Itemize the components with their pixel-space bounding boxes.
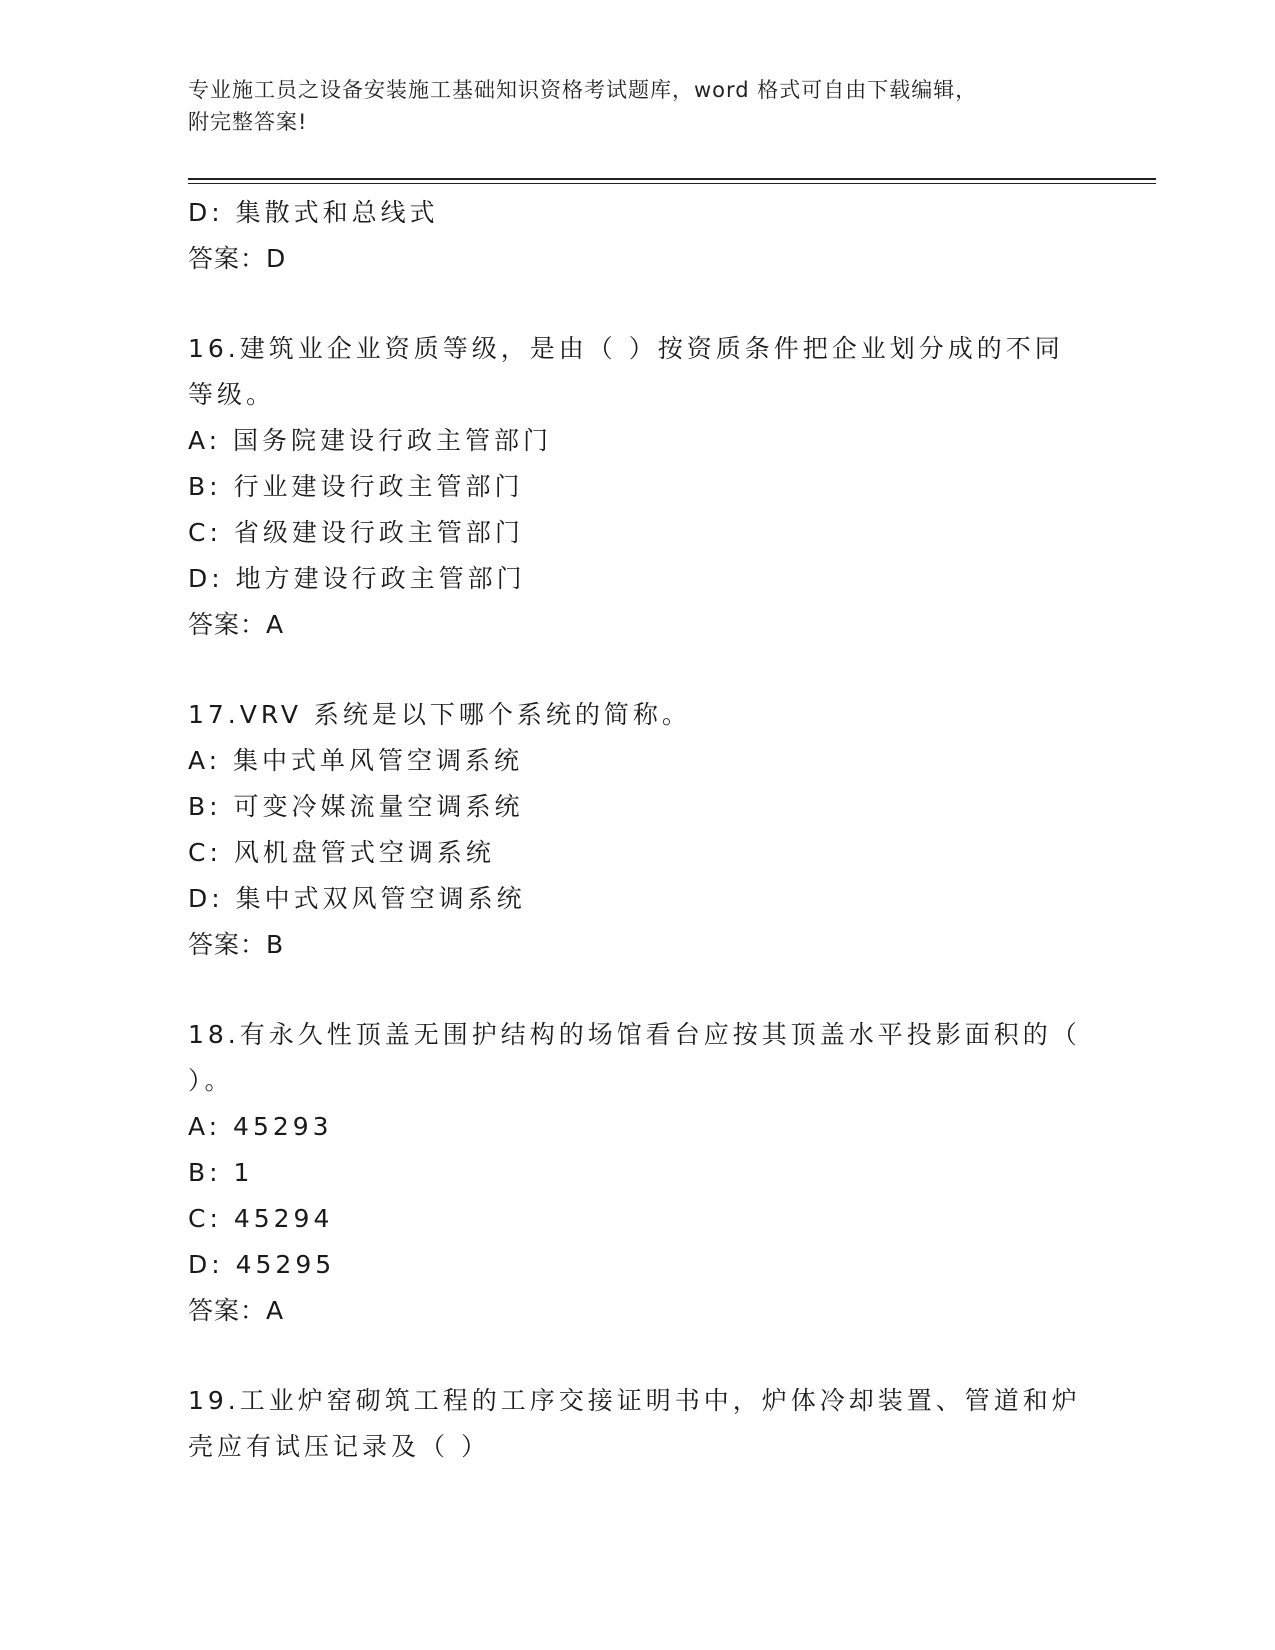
question-18 [188, 1012, 1088, 1334]
option-c: C: 45294 [188, 1204, 334, 1233]
answer-line: 答案：B [188, 930, 285, 959]
question-stem-line-2: ）。 [188, 1066, 234, 1095]
header-line-2: 附完整答案! [188, 110, 308, 134]
question-stem-line-2: 壳应有试压记录及（ ） [188, 1432, 490, 1461]
page-header [188, 74, 1068, 138]
option-d: D: 集散式和总线式 [188, 198, 439, 227]
option-c: C: 省级建设行政主管部门 [188, 518, 524, 547]
answer-line: 答案：A [188, 1296, 285, 1325]
option-a: A: 45293 [188, 1112, 333, 1141]
question-stem-line-1: 17.VRV 系统是以下哪个系统的简称。 [188, 700, 691, 729]
question-stem-line-1: 16.建筑业企业资质等级，是由（ ）按资质条件把企业划分成的不同 [188, 334, 1064, 363]
answer-line: 答案：A [188, 610, 285, 639]
previous-question-tail [188, 190, 1088, 282]
header-line-1: 专业施工员之设备安装施工基础知识资格考试题库，word 格式可自由下载编辑， [188, 78, 978, 102]
question-stem-line-1: 18.有永久性顶盖无围护结构的场馆看台应按其顶盖水平投影面积的（ [188, 1020, 1081, 1049]
spacer [188, 1334, 1088, 1378]
header-divider-thick [188, 178, 1156, 180]
option-d: D: 地方建设行政主管部门 [188, 564, 526, 593]
answer-line: 答案：D [188, 244, 287, 273]
option-b: B: 1 [188, 1158, 254, 1187]
question-17 [188, 692, 1088, 968]
option-a: A: 集中式单风管空调系统 [188, 746, 524, 775]
question-19 [188, 1378, 1088, 1470]
option-d: D: 集中式双风管空调系统 [188, 884, 526, 913]
spacer [188, 648, 1088, 692]
option-b: B: 可变冷媒流量空调系统 [188, 792, 524, 821]
option-d: D: 45295 [188, 1250, 336, 1279]
question-16 [188, 326, 1088, 648]
option-a: A: 国务院建设行政主管部门 [188, 426, 553, 455]
spacer [188, 968, 1088, 1012]
header-divider-thin [188, 183, 1156, 184]
option-b: B: 行业建设行政主管部门 [188, 472, 524, 501]
question-stem-line-1: 19.工业炉窑砌筑工程的工序交接证明书中，炉体冷却装置、管道和炉 [188, 1386, 1081, 1415]
spacer [188, 282, 1088, 326]
question-list [188, 190, 1088, 1470]
question-stem-line-2: 等级。 [188, 380, 276, 409]
option-c: C: 风机盘管式空调系统 [188, 838, 495, 867]
